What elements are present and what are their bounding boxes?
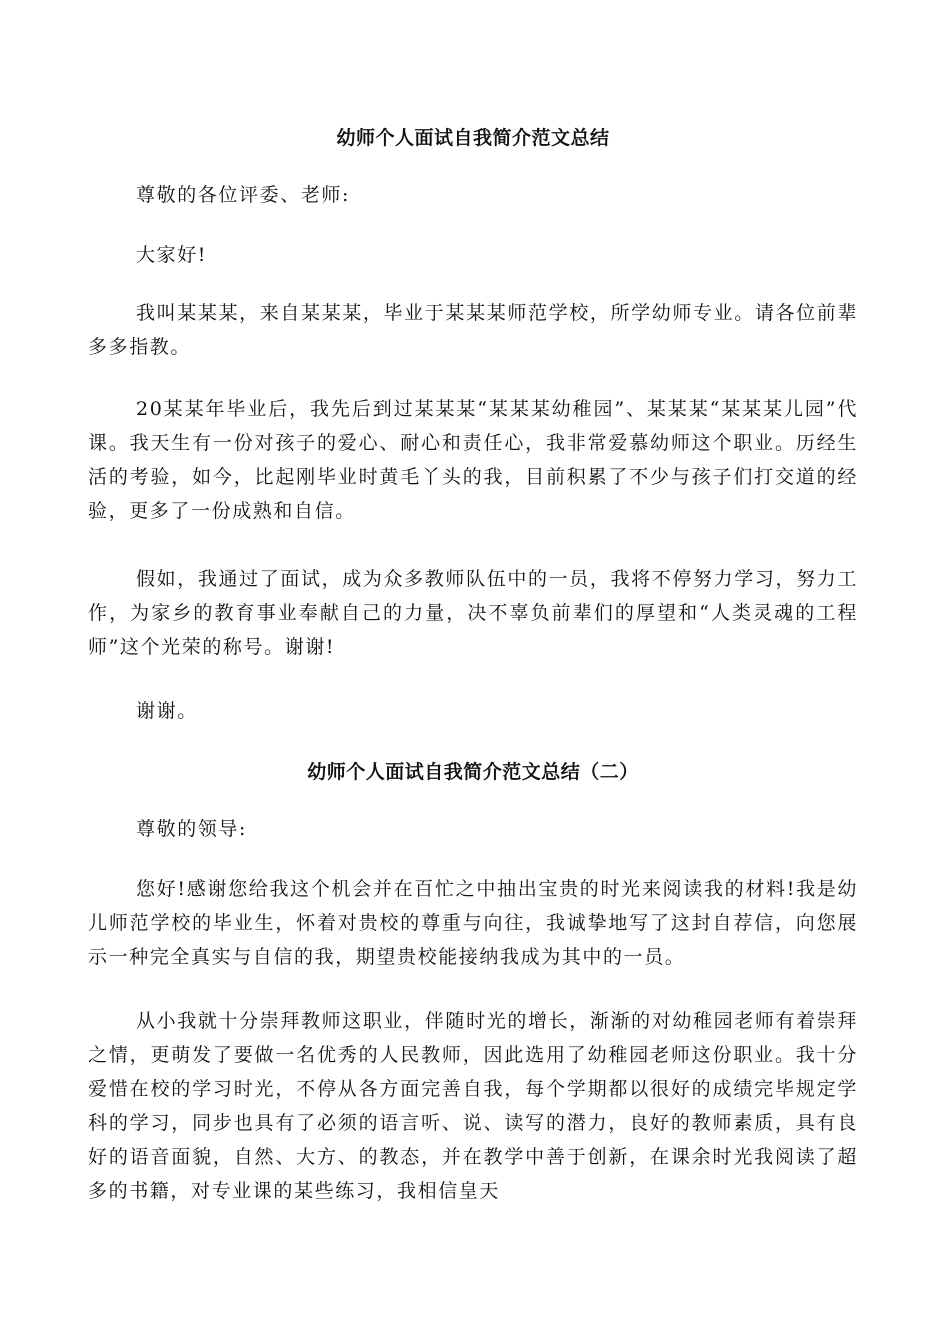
section-1-paragraph-2: 20某某年毕业后，我先后到过某某某“某某某幼稚园”、某某某“某某某儿园”代课。我天生有一份对孩子的爱心、耐心和责任心，我非常爱慕幼师这个职业。历经生活的考验，如今，比起刚毕业时黄毛丫头的我，目前积累了不少与孩子们打交道的经验，更多了一份成熟和自信。 — [88, 398, 858, 522]
section-2-paragraph-2: 从小我就十分崇拜教师这职业，伴随时光的增长，渐渐的对幼稚园老师有着崇拜之情，更萌发了要做一名优秀的人民教师，因此选用了幼稚园老师这份职业。我十分爱惜在校的学习时光，不停从各方面完善自我，每个学期都以很好的成绩完毕规定学科的学习，同步也具有了必须的语言听、说、读写的潜力，良好的教师素质，具有良好的语音面貌，自然、大方、的教态，并在教学中善于创新，在课余时光我阅读了超多的书籍，对专业课的某些练习，我相信皇天 — [88, 1010, 858, 1202]
section-1-title: 幼师个人面试自我简介范文总结 — [336, 127, 610, 149]
section-1-salutation: 尊敬的各位评委、老师: — [136, 184, 351, 206]
section-1-paragraph-3: 假如，我通过了面试，成为众多教师队伍中的一员，我将不停努力学习，努力工作，为家乡的教育事业奉献自己的力量，决不辜负前辈们的厚望和“人类灵魂的工程师”这个光荣的称号。谢谢! — [88, 568, 858, 658]
section-2-paragraph-1: 您好!感谢您给我这个机会并在百忙之中抽出宝贵的时光来阅读我的材料!我是幼儿师范学校的毕业生，怀着对贵校的尊重与向往，我诚挚地写了这封自荐信，向您展示一种完全真实与自信的我，期望贵校能接纳我成为其中的一员。 — [88, 878, 858, 968]
section-1-paragraph-1: 我叫某某某，来自某某某，毕业于某某某师范学校，所学幼师专业。请各位前辈多多指教。 — [88, 302, 858, 358]
section-1-greeting: 大家好! — [136, 244, 208, 266]
section-1-closing: 谢谢。 — [136, 700, 198, 722]
section-2-salutation: 尊敬的领导: — [136, 818, 248, 840]
section-2-title: 幼师个人面试自我简介范文总结（二） — [307, 761, 639, 783]
